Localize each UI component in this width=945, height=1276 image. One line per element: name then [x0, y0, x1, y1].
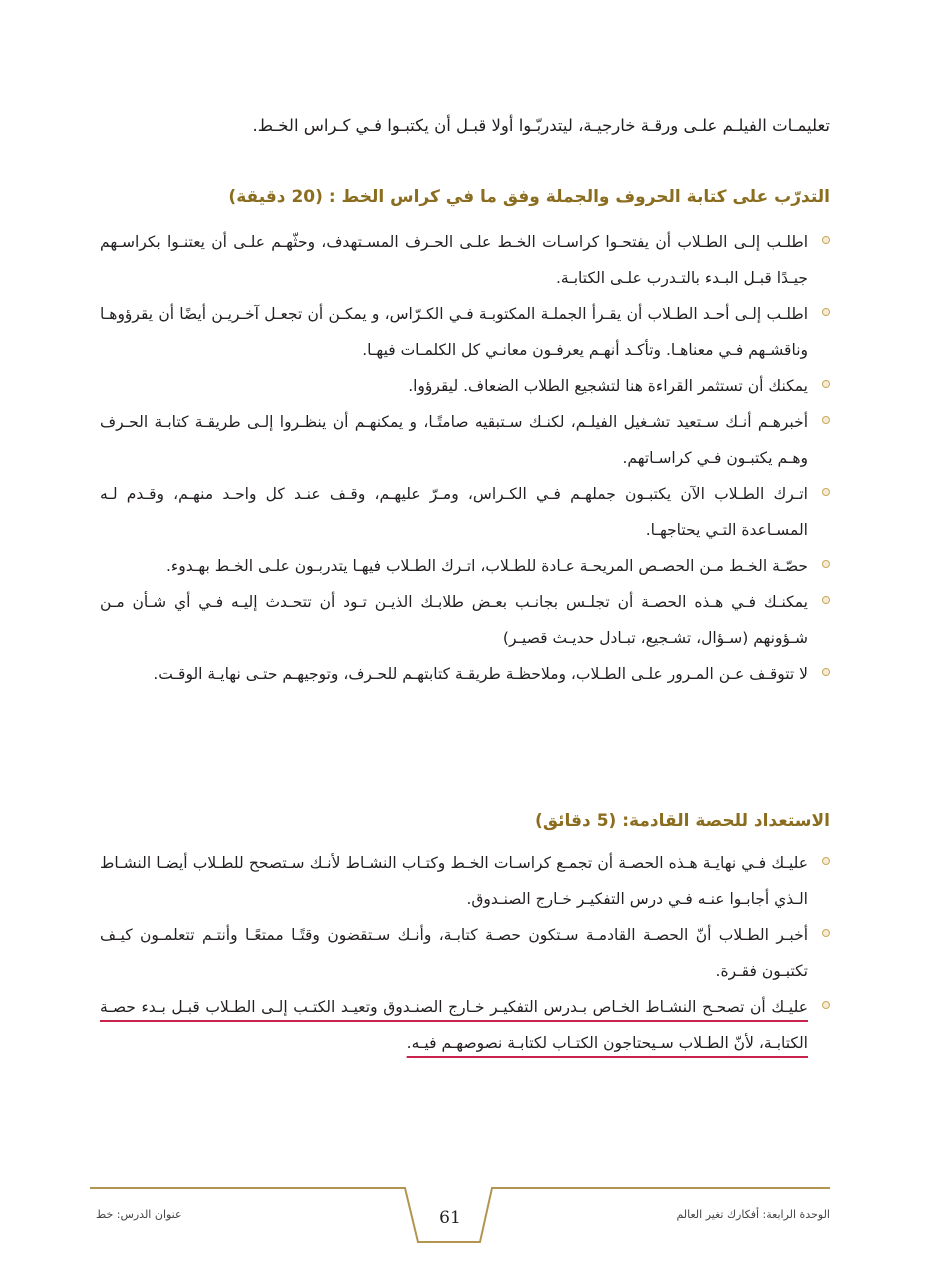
footer-unit-title: الوحدة الرابعة: أفكارك تغير العالم: [676, 1208, 830, 1221]
bullet-icon: [822, 416, 830, 424]
footer-lesson-title: عنوان الدرس: خط: [96, 1208, 182, 1221]
list-item: أخبـر الطـلاب أنّ الحصـة القادمـة سـتكون حصـة كتابـة، وأنـك سـتقضون وقتًـا ممتعًـا وأنتـم تتعلمـون كيـف تكتبـون فقـرة.: [100, 917, 830, 989]
bullet-icon: [822, 857, 830, 865]
intro-text: تعليمـات الفيلـم علـى ورقـة خارجيـة، ليتدربّـوا أولا قبـل أن يكتبـوا فـي كـراس الخـط.: [252, 116, 830, 135]
bullet-icon: [822, 488, 830, 496]
next-lesson-list: [100, 845, 830, 1061]
list-item: اطلـب إلـى الطـلاب أن يفتحـوا كراسـات الخـط علـى الحـرف المسـتهدف، وحثّهـم علـى أن يعتنـوا بكراسـهم جيـدًا قبـل البـدء بالتـدرب علـى الكتابـة.: [100, 224, 830, 296]
list-item: اتـرك الطـلاب الآن يكتبـون جملهـم فـي الكـراس، ومـرّ عليهـم، وقـف عنـد كل واحـد منهـم، وقـدم لـه المسـاعدة التـي يحتاجهـا.: [100, 476, 830, 548]
list-item: عليـك فـي نهايـة هـذه الحصـة أن تجمـع كراسـات الخـط وكتـاب النشـاط لأنـك سـتصحح للطـلاب أيضـا النشـاط الـذي أجابـوا عنـه فـي درس التفكيـر خـارج الصنـدوق.: [100, 845, 830, 917]
bullet-icon: [822, 380, 830, 388]
bullet-icon: [822, 236, 830, 244]
list-item: يمكنـك فـي هـذه الحصـة أن تجلـس بجانـب بعـض طلابـك الذيـن تـود أن تتحـدث إليـه فـي أي شـأن مـن شـؤونهم (سـؤال، تشـجيع، تبـادل حديـث قصيـر): [100, 584, 830, 656]
list-item: حصّـة الخـط مـن الحصـص المريحـة عـادة للطـلاب، اتـرك الطـلاب فيهـا يتدربـون علـى الخـط بهـدوء.: [100, 548, 830, 584]
list-item: لا تتوقـف عـن المـرور علـى الطـلاب، وملاحظـة طريقـة كتابتهـم للحـرف، وتوجيهـم حتـى نهايـة الوقـت.: [100, 656, 830, 692]
section-heading-next-lesson: الاستعداد للحصة القادمة: (5 دقائق): [535, 811, 830, 831]
bullet-icon: [822, 560, 830, 568]
footer-rule: [0, 1180, 945, 1276]
section-heading-writing-practice: التدرّب على كتابة الحروف والجملة وفق ما في كراس الخط : (20 دقيقة): [228, 187, 830, 207]
list-item: يمكنك أن تستثمر القراءة هنا لتشجيع الطلاب الضعاف. ليقرؤوا.: [100, 368, 830, 404]
bullet-icon: [822, 596, 830, 604]
list-item: أخبرهـم أنـك سـتعيد تشـغيل الفيلـم، لكنـك سـتبقيه صامتًـا، و يمكنهـم أن ينظـروا إلـى طريقـة كتابـة الحـرف وهـم يكتبـون فـي كراسـاتهم.: [100, 404, 830, 476]
list-item-highlighted: عليـك أن تصحـح النشـاط الخـاص بـدرس التفكيـر خـارج الصنـدوق وتعيـد الكتـب إلـى الطـلاب قبـل بـدء حصـة الكتابـة، لأنّ الطـلاب سـيحتاجون الكتـاب لكتابـة نصوصهـم فيـه.: [100, 989, 830, 1061]
bullet-icon: [822, 929, 830, 937]
bullet-icon: [822, 1001, 830, 1009]
page-number: 61: [439, 1208, 461, 1228]
writing-practice-list: [100, 224, 830, 692]
bullet-icon: [822, 308, 830, 316]
list-item: اطلـب إلـى أحـد الطـلاب أن يقـرأ الجملـة المكتوبـة فـي الكـرّاس، و يمكـن أن تجعـل آخـريـن أيضًا أن يقرؤوهـا وناقشـهم فـي معناهـا. وتأكـد أنهـم يعرفـون معانـي كل الكلمـات فيهـا.: [100, 296, 830, 368]
bullet-icon: [822, 668, 830, 676]
